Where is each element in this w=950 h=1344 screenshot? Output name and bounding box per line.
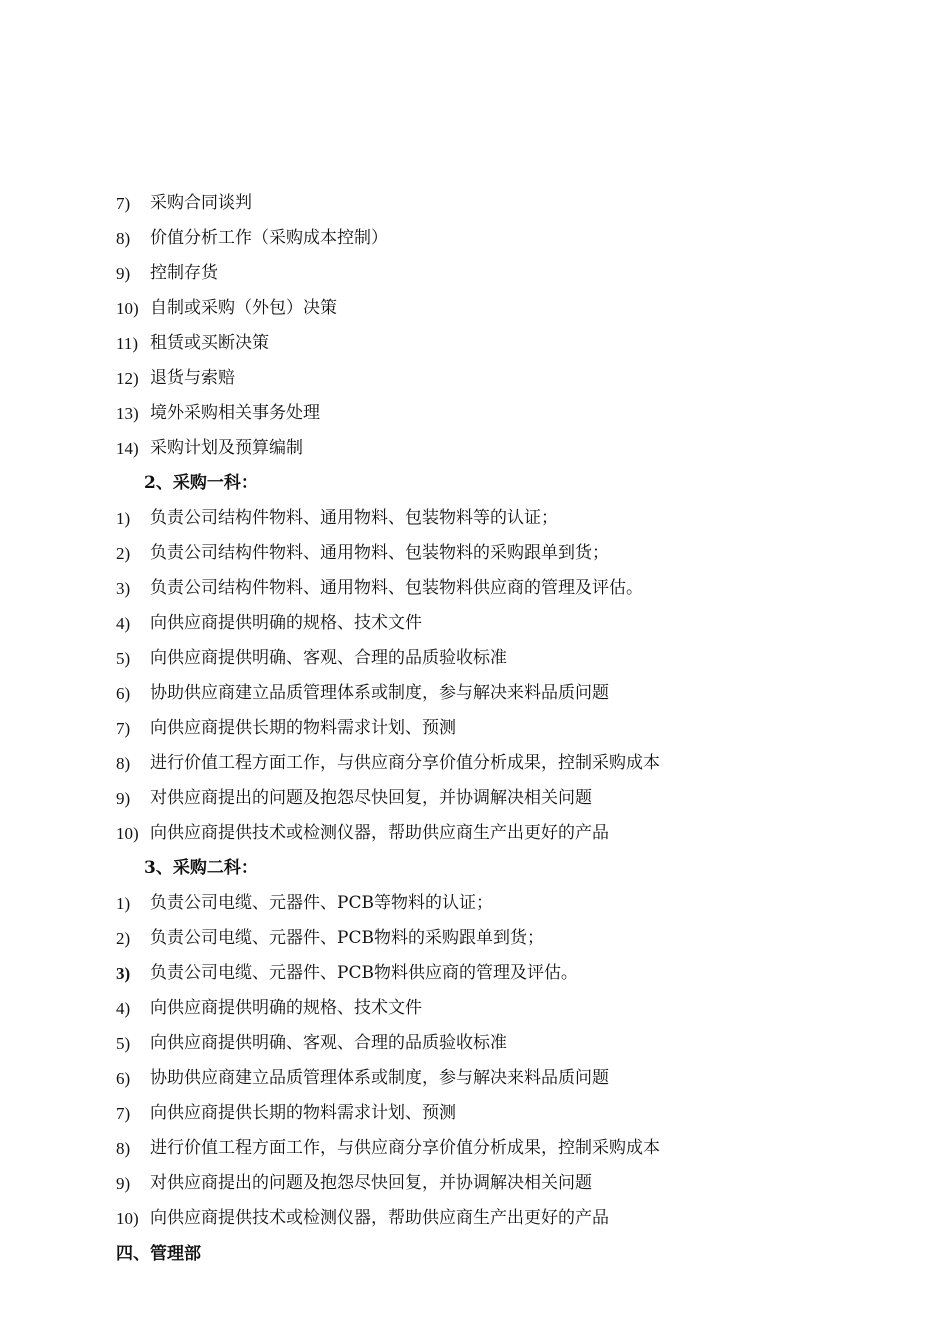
item-text: 价值分析工作（采购成本控制） — [150, 228, 388, 248]
item-text: 对供应商提出的问题及抱怨尽快回复，并协调解决相关问题 — [150, 1173, 592, 1193]
item-text: 负责公司电缆、元器件、PCB等物料的认证； — [150, 893, 493, 913]
item-text: 协助供应商建立品质管理体系或制度，参与解决来料品质问题 — [150, 1068, 609, 1088]
list-item — [116, 886, 876, 921]
list-item — [116, 396, 876, 431]
item-number: 9) — [116, 1174, 131, 1193]
item-number: 8) — [116, 754, 131, 773]
item-text: 负责公司结构件物料、通用物料、包装物料等的认证； — [150, 508, 558, 528]
list-item — [116, 326, 876, 361]
document-body — [116, 186, 876, 1272]
item-text: 境外采购相关事务处理 — [150, 403, 320, 423]
item-number: 14) — [116, 439, 139, 458]
item-number: 12) — [116, 369, 139, 388]
item-text: 控制存货 — [150, 263, 218, 283]
item-number: 6) — [116, 684, 131, 703]
list-item — [116, 1166, 876, 1201]
list-item — [116, 956, 876, 991]
list-item — [116, 361, 876, 396]
item-number: 9) — [116, 789, 131, 808]
list-item — [116, 1026, 876, 1061]
list-item — [116, 536, 876, 571]
list-item — [116, 921, 876, 956]
item-number: 3) — [116, 579, 131, 598]
item-text: 向供应商提供长期的物料需求计划、预测 — [150, 718, 456, 738]
item-number: 2) — [116, 544, 131, 563]
list-item — [116, 431, 876, 466]
item-text: 负责公司结构件物料、通用物料、包装物料的采购跟单到货； — [150, 543, 609, 563]
item-number: 13) — [116, 404, 139, 423]
item-number: 7) — [116, 1104, 131, 1123]
list-item — [116, 711, 876, 746]
list-item — [116, 221, 876, 256]
sub-heading-procurement-1: 2、采购一科： — [144, 473, 258, 493]
item-number: 10) — [116, 299, 139, 318]
item-number: 9) — [116, 264, 131, 283]
item-text: 进行价值工程方面工作，与供应商分享价值分析成果，控制采购成本 — [150, 753, 660, 773]
item-number: 6) — [116, 1069, 131, 1088]
list-item — [116, 641, 876, 676]
item-text: 租赁或买断决策 — [150, 333, 269, 353]
list-item — [116, 1131, 876, 1166]
list-item — [116, 186, 876, 221]
item-text: 对供应商提出的问题及抱怨尽快回复，并协调解决相关问题 — [150, 788, 592, 808]
item-number: 1) — [116, 894, 131, 913]
list-item — [116, 501, 876, 536]
item-text: 负责公司电缆、元器件、PCB物料供应商的管理及评估。 — [150, 963, 578, 983]
item-number: 4) — [116, 999, 131, 1018]
item-text: 向供应商提供明确的规格、技术文件 — [150, 998, 422, 1018]
list-item — [116, 256, 876, 291]
list-item — [116, 816, 876, 851]
item-text: 负责公司结构件物料、通用物料、包装物料供应商的管理及评估。 — [150, 578, 643, 598]
item-number: 5) — [116, 649, 131, 668]
item-text: 负责公司电缆、元器件、PCB物料的采购跟单到货； — [150, 928, 544, 948]
list-item — [116, 606, 876, 641]
list-item — [116, 571, 876, 606]
item-number: 8) — [116, 1139, 131, 1158]
section-heading-management: 四、管理部 — [116, 1244, 201, 1264]
item-text: 进行价值工程方面工作，与供应商分享价值分析成果，控制采购成本 — [150, 1138, 660, 1158]
list-item — [116, 1201, 876, 1236]
list-item — [116, 1061, 876, 1096]
item-number: 7) — [116, 194, 131, 213]
item-text: 向供应商提供技术或检测仪器，帮助供应商生产出更好的产品 — [150, 1208, 609, 1228]
item-text: 协助供应商建立品质管理体系或制度，参与解决来料品质问题 — [150, 683, 609, 703]
item-text: 向供应商提供明确的规格、技术文件 — [150, 613, 422, 633]
list-item — [116, 291, 876, 326]
item-number: 2) — [116, 929, 131, 948]
item-text: 采购计划及预算编制 — [150, 438, 303, 458]
list-item — [116, 746, 876, 781]
item-text: 退货与索赔 — [150, 368, 235, 388]
item-text: 向供应商提供长期的物料需求计划、预测 — [150, 1103, 456, 1123]
item-number: 3) — [116, 964, 131, 983]
item-number: 10) — [116, 1209, 139, 1228]
list-item — [116, 781, 876, 816]
item-number: 5) — [116, 1034, 131, 1053]
list-item — [116, 1096, 876, 1131]
sub-heading-procurement-2: 3、采购二科： — [144, 858, 258, 878]
item-number: 10) — [116, 824, 139, 843]
item-text: 采购合同谈判 — [150, 193, 252, 213]
item-text: 向供应商提供技术或检测仪器，帮助供应商生产出更好的产品 — [150, 823, 609, 843]
item-number: 11) — [116, 334, 139, 353]
item-text: 自制或采购（外包）决策 — [150, 298, 337, 318]
item-number: 1) — [116, 509, 131, 528]
item-text: 向供应商提供明确、客观、合理的品质验收标准 — [150, 648, 507, 668]
item-number: 4) — [116, 614, 131, 633]
item-text: 向供应商提供明确、客观、合理的品质验收标准 — [150, 1033, 507, 1053]
list-item — [116, 991, 876, 1026]
list-item — [116, 676, 876, 711]
item-number: 7) — [116, 719, 131, 738]
item-number: 8) — [116, 229, 131, 248]
